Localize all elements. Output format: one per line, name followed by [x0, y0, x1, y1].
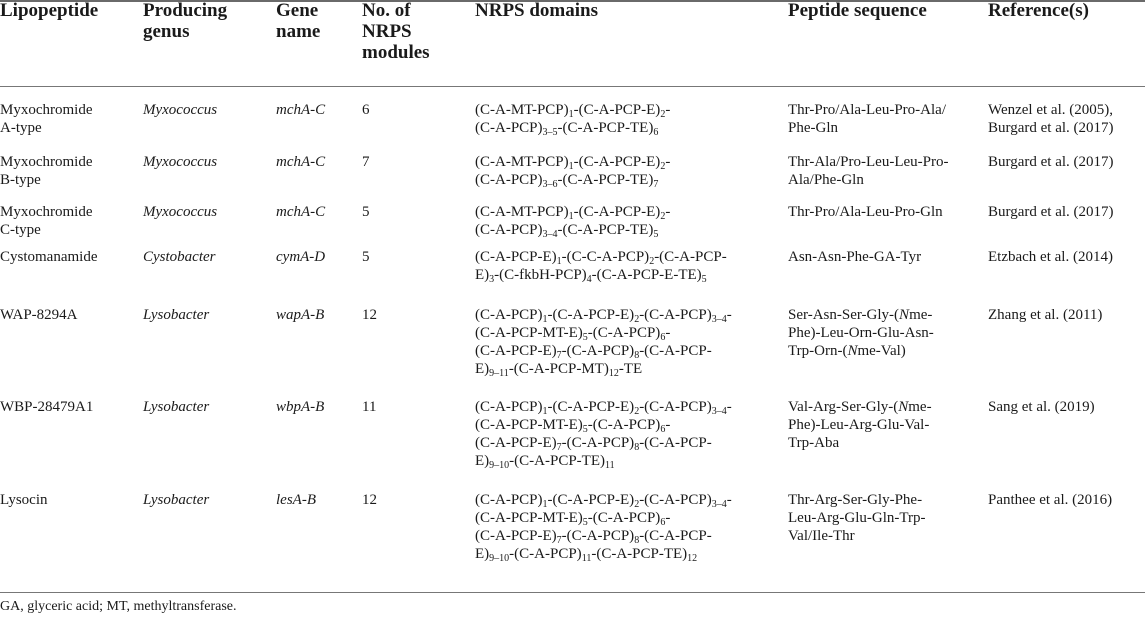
module-subscript: 5	[582, 424, 588, 435]
text-segment: -(C-A-PCP-MT)	[508, 361, 609, 377]
cell-nrps-domains	[475, 398, 732, 470]
module-subscript: 2	[634, 406, 640, 417]
text-segment: -	[665, 510, 671, 526]
text-segment: -	[665, 102, 671, 118]
text-segment: me-	[908, 399, 932, 415]
sequence-line: Leu-Arg-Glu-Gln-Trp-	[788, 510, 926, 526]
module-subscript: 3–5	[542, 127, 558, 138]
text-segment: (C-A-PCP)	[475, 172, 543, 188]
module-subscript: 2	[660, 161, 666, 172]
module-count-text: 12	[362, 307, 377, 323]
reference-line: Wenzel et al. (2005),	[988, 102, 1113, 118]
cell-producing-genus	[143, 153, 217, 171]
cell-gene-name	[276, 398, 324, 416]
module-subscript: 12	[608, 368, 619, 379]
module-subscript: 1	[568, 161, 574, 172]
domain-line	[475, 360, 732, 378]
module-subscript: 1	[542, 314, 548, 325]
sequence-line	[788, 342, 934, 360]
header-genus-line-2: genus	[143, 21, 190, 42]
cell-nrps-domains	[475, 491, 732, 563]
domain-line	[475, 342, 732, 360]
genus-text: Myxococcus	[143, 102, 218, 118]
header-genus-line-1: Producing	[143, 0, 228, 21]
module-subscript: 8	[634, 535, 640, 546]
cell-lipopeptide	[0, 203, 92, 239]
text-segment: -(C-A-PCP-E)	[573, 154, 661, 170]
module-count-text: 5	[362, 249, 370, 265]
text-segment: Trp-Aba	[788, 435, 840, 451]
cell-module-count	[362, 153, 370, 171]
cell-peptide-sequence	[788, 203, 943, 221]
cell-nrps-domains	[475, 101, 670, 137]
table-bottom-rule	[0, 592, 1145, 593]
cell-module-count	[362, 101, 370, 119]
text-segment: (C-A-MT-PCP)	[475, 102, 569, 118]
cell-module-count	[362, 398, 376, 416]
header-no-modules	[362, 0, 430, 63]
module-subscript: 3–6	[542, 179, 558, 190]
module-subscript: 7	[556, 535, 562, 546]
domain-line	[475, 221, 670, 239]
text-segment: (C-A-PCP-E)	[475, 249, 557, 265]
module-subscript: 1	[542, 499, 548, 510]
module-subscript: 1	[568, 109, 574, 120]
text-segment: (C-A-PCP)	[475, 492, 543, 508]
cell-peptide-sequence	[788, 398, 932, 452]
header-gene-line-1: Gene	[276, 0, 319, 21]
header-gene-line-2: name	[276, 21, 321, 42]
text-segment: -TE	[618, 361, 643, 377]
text-segment: me-	[909, 307, 933, 323]
text-segment: -(C-A-PCP-	[639, 528, 712, 544]
text-segment: -(C-A-PCP)	[587, 417, 661, 433]
gene-text: lesA-B	[276, 492, 316, 508]
module-subscript: 6	[660, 332, 666, 343]
module-subscript: 7	[556, 350, 562, 361]
text-segment: E)	[475, 453, 490, 469]
text-segment: (C-A-PCP)	[475, 120, 543, 136]
module-subscript: 7	[653, 179, 659, 190]
header-nrps-domains	[475, 0, 598, 21]
cell-producing-genus	[143, 203, 217, 221]
module-subscript: 5	[653, 229, 659, 240]
text-segment: -(C-A-PCP-TE)	[591, 546, 688, 562]
text-segment: -	[665, 204, 671, 220]
cell-references	[988, 203, 1114, 221]
cell-lipopeptide	[0, 306, 78, 324]
module-count-text: 12	[362, 492, 377, 508]
text-segment: -(C-A-PCP-E)	[573, 204, 661, 220]
header-lipopeptide-text: Lipopeptide	[0, 0, 99, 21]
cell-gene-name	[276, 306, 324, 324]
text-segment: (C-A-PCP-E)	[475, 528, 557, 544]
lipopeptide-name-line: WBP-28479A1	[0, 399, 94, 415]
module-subscript: 2	[634, 499, 640, 510]
module-subscript: 2	[660, 211, 666, 222]
header-gene-name	[276, 0, 320, 42]
text-segment: (C-A-PCP-MT-E)	[475, 510, 583, 526]
lipopeptide-name-line: Myxochromide	[0, 154, 93, 170]
cell-producing-genus	[143, 248, 216, 266]
module-subscript: 3–4	[711, 314, 727, 325]
module-count-text: 7	[362, 154, 370, 170]
text-segment: -(C-A-PCP)	[561, 343, 635, 359]
module-count-text: 6	[362, 102, 370, 118]
sequence-line	[788, 306, 934, 324]
cell-gene-name	[276, 101, 325, 119]
cell-references	[988, 306, 1102, 324]
sequence-line	[788, 398, 932, 416]
reference-line: Zhang et al. (2011)	[988, 307, 1103, 323]
module-subscript: 12	[687, 553, 698, 564]
text-segment: -	[726, 307, 732, 323]
module-count-text: 11	[362, 399, 377, 415]
text-segment: -(C-A-PCP-	[654, 249, 727, 265]
reference-line: Etzbach et al. (2014)	[988, 249, 1113, 265]
text-segment: Trp-Orn-(	[788, 343, 848, 359]
header-refs-text: Reference(s)	[988, 0, 1089, 21]
text-segment: E)	[475, 546, 490, 562]
module-count-text: 5	[362, 204, 370, 220]
text-segment: -(C-A-PCP)	[561, 528, 635, 544]
italic-n: N	[898, 399, 909, 415]
module-subscript: 4	[586, 274, 592, 285]
cell-module-count	[362, 248, 370, 266]
cell-lipopeptide	[0, 153, 92, 189]
header-lipopeptide	[0, 0, 98, 21]
cell-lipopeptide	[0, 101, 92, 137]
domain-line	[475, 491, 732, 509]
text-segment: (C-A-PCP)	[475, 222, 543, 238]
italic-n: N	[899, 307, 910, 323]
text-segment: (C-A-MT-PCP)	[475, 154, 569, 170]
cell-lipopeptide	[0, 248, 98, 266]
lipopeptide-name-line: B-type	[0, 172, 41, 188]
text-segment: -(C-A-PCP-E)	[547, 399, 635, 415]
cell-references	[988, 248, 1113, 266]
header-domains-text: NRPS domains	[475, 0, 598, 21]
gene-text: mchA-C	[276, 102, 326, 118]
header-divider-rule	[0, 86, 1145, 87]
domain-line	[475, 101, 670, 119]
module-subscript: 8	[634, 442, 640, 453]
reference-line: Panthee et al. (2016)	[988, 492, 1113, 508]
text-segment: me-Val)	[857, 343, 906, 359]
gene-text: cymA-D	[276, 249, 326, 265]
cell-nrps-domains	[475, 153, 670, 189]
header-sequence-text: Peptide sequence	[788, 0, 927, 21]
sequence-line	[788, 416, 932, 434]
lipopeptide-name-line: Cystomanamide	[0, 249, 98, 265]
header-modules-line-1: No. of	[362, 0, 411, 21]
domain-line	[475, 171, 670, 189]
sequence-line: Val/Ile-Thr	[788, 528, 855, 544]
module-subscript: 7	[556, 442, 562, 453]
cell-references	[988, 101, 1114, 137]
text-segment: -(C-A-PCP-TE)	[557, 222, 654, 238]
module-subscript: 3	[489, 274, 495, 285]
cell-peptide-sequence	[788, 491, 925, 545]
header-modules-line-2: NRPS	[362, 21, 412, 42]
domain-line	[475, 153, 670, 171]
genus-text: Cystobacter	[143, 249, 216, 265]
text-segment: -(C-C-A-PCP)	[561, 249, 650, 265]
domain-line	[475, 248, 727, 266]
module-subscript: 3–4	[711, 406, 727, 417]
cell-lipopeptide	[0, 491, 48, 509]
module-subscript: 3–4	[542, 229, 558, 240]
domain-line	[475, 266, 727, 284]
sequence-line	[788, 434, 932, 452]
domain-line	[475, 416, 732, 434]
module-subscript: 5	[582, 332, 588, 343]
header-modules-line-3: modules	[362, 42, 430, 63]
cell-references	[988, 153, 1114, 171]
domain-line	[475, 203, 670, 221]
gene-text: mchA-C	[276, 154, 326, 170]
domain-line	[475, 306, 732, 324]
cell-peptide-sequence	[788, 101, 946, 137]
genus-text: Lysobacter	[143, 492, 210, 508]
cell-producing-genus	[143, 491, 209, 509]
cell-producing-genus	[143, 398, 209, 416]
cell-peptide-sequence	[788, 248, 921, 266]
text-segment: (C-A-MT-PCP)	[475, 204, 569, 220]
domain-line	[475, 452, 732, 470]
module-subscript: 1	[542, 406, 548, 417]
text-segment: (C-A-PCP-MT-E)	[475, 325, 583, 341]
text-segment: -(C-fkbH-PCP)	[494, 267, 587, 283]
table-footnote: GA, glyceric acid; MT, methyltransferase.	[0, 599, 237, 614]
lipopeptide-name-line: WAP-8294A	[0, 307, 78, 323]
module-subscript: 9–10	[489, 460, 510, 471]
sequence-line: Thr-Ala/Pro-Leu-Leu-Pro-	[788, 154, 949, 170]
text-segment: E)	[475, 267, 490, 283]
module-subscript: 2	[649, 256, 655, 267]
text-segment: -(C-A-PCP-	[639, 435, 712, 451]
text-segment: -	[726, 492, 732, 508]
reference-line: Sang et al. (2019)	[988, 399, 1095, 415]
header-references	[988, 0, 1089, 21]
text-segment: -(C-A-PCP)	[639, 399, 712, 415]
text-segment: -(C-A-PCP)	[639, 307, 712, 323]
domain-line	[475, 434, 732, 452]
sequence-line: Thr-Pro/Ala-Leu-Pro-Ala/	[788, 102, 946, 118]
text-segment: (C-A-PCP-E)	[475, 343, 557, 359]
sequence-line: Ala/Phe-Gln	[788, 172, 864, 188]
domain-line	[475, 119, 670, 137]
module-subscript: 3–4	[711, 499, 727, 510]
module-subscript: 6	[653, 127, 659, 138]
text-segment: Phe)-Leu-Orn-Glu-Asn-	[788, 325, 934, 341]
cell-module-count	[362, 491, 377, 509]
cell-peptide-sequence	[788, 153, 948, 189]
genus-text: Lysobacter	[143, 307, 210, 323]
domain-line	[475, 545, 732, 563]
lipopeptide-name-line: Myxochromide	[0, 102, 93, 118]
module-subscript: 8	[634, 350, 640, 361]
cell-gene-name	[276, 203, 325, 221]
sequence-line: Thr-Pro/Ala-Leu-Pro-Gln	[788, 204, 943, 220]
text-segment: -(C-A-PCP-E)	[547, 307, 635, 323]
domain-line	[475, 527, 732, 545]
domain-line	[475, 398, 732, 416]
cell-module-count	[362, 203, 370, 221]
domain-line	[475, 509, 732, 527]
text-segment: -(C-A-PCP)	[639, 492, 712, 508]
text-segment: -(C-A-PCP-E-TE)	[591, 267, 702, 283]
cell-producing-genus	[143, 101, 217, 119]
text-segment: -(C-A-PCP)	[587, 325, 661, 341]
module-subscript: 11	[581, 553, 592, 564]
cell-producing-genus	[143, 306, 209, 324]
module-subscript: 2	[660, 109, 666, 120]
module-subscript: 1	[568, 211, 574, 222]
cell-nrps-domains	[475, 306, 732, 378]
module-subscript: 2	[634, 314, 640, 325]
text-segment: -(C-A-PCP)	[587, 510, 661, 526]
lipopeptide-name-line: Lysocin	[0, 492, 48, 508]
text-segment: (C-A-PCP-MT-E)	[475, 417, 583, 433]
text-segment: -(C-A-PCP-	[639, 343, 712, 359]
header-producing-genus	[143, 0, 227, 42]
cell-references	[988, 398, 1095, 416]
cell-peptide-sequence	[788, 306, 934, 360]
genus-text: Myxococcus	[143, 154, 218, 170]
text-segment: -(C-A-PCP-TE)	[509, 453, 605, 469]
text-segment: -(C-A-PCP)	[561, 435, 635, 451]
gene-text: wapA-B	[276, 307, 325, 323]
cell-nrps-domains	[475, 203, 670, 239]
module-subscript: 9–10	[489, 553, 510, 564]
gene-text: wbpA-B	[276, 399, 325, 415]
italic-n: N	[847, 343, 858, 359]
module-subscript: 5	[582, 517, 588, 528]
cell-gene-name	[276, 248, 325, 266]
gene-text: mchA-C	[276, 204, 326, 220]
sequence-line: Phe-Gln	[788, 120, 838, 136]
text-segment: -(C-A-PCP-E)	[547, 492, 635, 508]
module-subscript: 6	[660, 517, 666, 528]
module-subscript: 5	[701, 274, 707, 285]
module-subscript: 1	[556, 256, 562, 267]
cell-nrps-domains	[475, 248, 727, 284]
cell-module-count	[362, 306, 377, 324]
cell-lipopeptide	[0, 398, 93, 416]
cell-gene-name	[276, 153, 325, 171]
text-segment: -(C-A-PCP-TE)	[557, 120, 654, 136]
reference-line: Burgard et al. (2017)	[988, 154, 1114, 170]
text-segment: (C-A-PCP-E)	[475, 435, 557, 451]
text-segment: E)	[475, 361, 490, 377]
text-segment: -(C-A-PCP)	[509, 546, 582, 562]
sequence-line: Thr-Arg-Ser-Gly-Phe-	[788, 492, 923, 508]
sequence-line: Asn-Asn-Phe-GA-Tyr	[788, 249, 922, 265]
header-peptide-sequence	[788, 0, 927, 21]
text-segment: (C-A-PCP)	[475, 399, 543, 415]
cell-references	[988, 491, 1112, 509]
text-segment: -	[665, 417, 671, 433]
module-subscript: 11	[605, 460, 615, 471]
text-segment: -	[665, 325, 671, 341]
reference-line: Burgard et al. (2017)	[988, 120, 1114, 136]
text-segment: -	[665, 154, 671, 170]
genus-text: Myxococcus	[143, 204, 218, 220]
cell-gene-name	[276, 491, 316, 509]
sequence-line	[788, 324, 934, 342]
text-segment: -(C-A-PCP-E)	[573, 102, 661, 118]
lipopeptide-name-line: Myxochromide	[0, 204, 93, 220]
text-segment: Ser-Asn-Ser-Gly-(	[788, 307, 900, 323]
reference-line: Burgard et al. (2017)	[988, 204, 1114, 220]
module-subscript: 9–11	[489, 368, 509, 379]
module-subscript: 6	[660, 424, 666, 435]
text-segment: -(C-A-PCP-TE)	[557, 172, 654, 188]
genus-text: Lysobacter	[143, 399, 210, 415]
text-segment: Val-Arg-Ser-Gly-(	[788, 399, 899, 415]
text-segment: Phe)-Leu-Arg-Glu-Val-	[788, 417, 930, 433]
lipopeptide-name-line: C-type	[0, 222, 41, 238]
text-segment: -	[726, 399, 732, 415]
lipopeptide-name-line: A-type	[0, 120, 42, 136]
text-segment: (C-A-PCP)	[475, 307, 543, 323]
domain-line	[475, 324, 732, 342]
